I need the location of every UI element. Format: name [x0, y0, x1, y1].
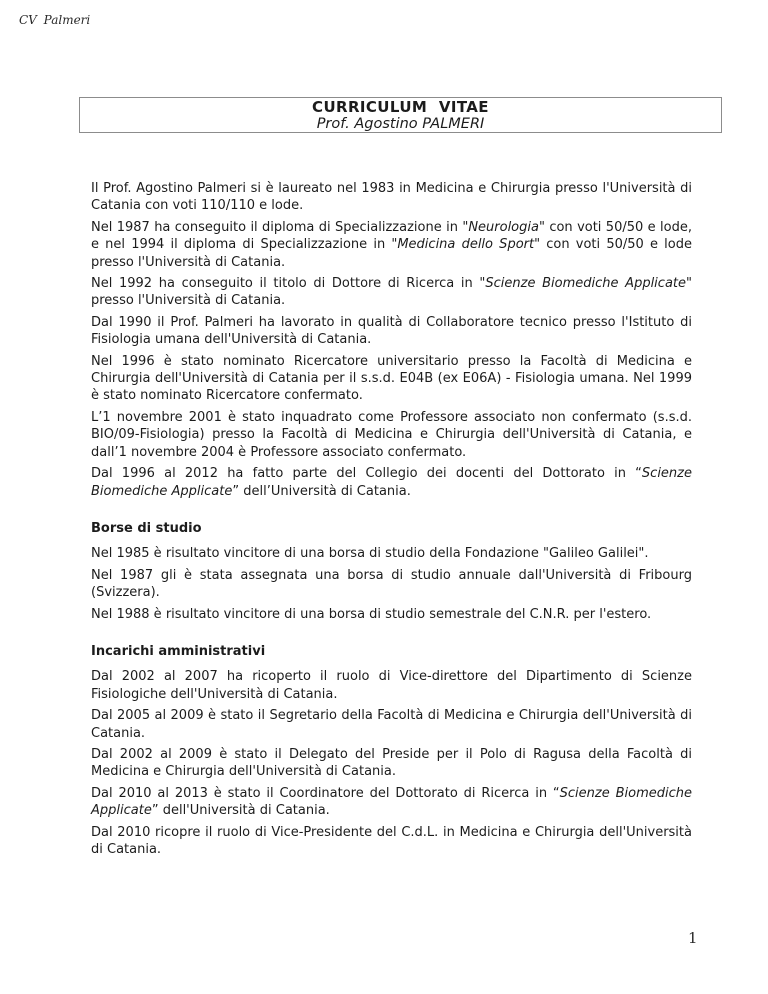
corner-header: CV Palmeri — [19, 13, 91, 27]
text-run: Dal 2002 al 2007 ha ricoperto il ruolo di Vice-direttore del Dipartimento di Scienze Fisiologiche dell'Università di Catania. — [91, 669, 692, 702]
text-run: ” dell’Università di Catania. — [232, 483, 411, 499]
italic-text-run: Scienze Biomediche Applicate — [91, 785, 692, 819]
text-run: Nel 1987 ha conseguito il diploma di Specializzazione in " — [91, 219, 469, 235]
document-title: CURRICULUM VITAE — [312, 97, 489, 116]
paragraph — [91, 180, 692, 215]
paragraph — [91, 219, 692, 271]
paragraph — [91, 785, 692, 820]
paragraph — [91, 275, 692, 310]
paragraph — [91, 707, 692, 742]
section-heading: Incarichi amministrativi — [91, 643, 266, 659]
paragraph — [91, 824, 692, 859]
text-run: Dal 2010 al 2013 è stato il Coordinatore del Dottorato di Ricerca in “ — [91, 785, 560, 801]
text-run: Nel 1988 è risultato vincitore di una borsa di studio semestrale del C.N.R. per l'estero. — [91, 606, 652, 622]
text-run: Dal 1990 il Prof. Palmeri ha lavorato in qualità di Collaboratore tecnico presso l'Istituto di Fisiologia umana dell'Università di Catania. — [91, 314, 692, 348]
italic-text-run: Medicina dello Sport — [397, 237, 535, 253]
document-body — [91, 180, 692, 862]
section-heading: Borse di studio — [91, 520, 202, 536]
paragraph — [91, 567, 692, 602]
paragraph — [91, 465, 692, 500]
paragraph — [91, 668, 692, 703]
text-run: Nel 1987 gli è stata assegnata una borsa di studio annuale dall'Università di Fribourg (Svizzera). — [91, 567, 692, 601]
document-subtitle: Prof. Agostino PALMERI — [316, 115, 485, 132]
text-run: Dal 2010 ricopre il ruolo di Vice-Presidente del C.d.L. in Medicina e Chirurgia dell'Università di Catania. — [91, 824, 692, 857]
text-run: Dal 2002 al 2009 è stato il Delegato del Preside per il Polo di Ragusa della Facoltà di Medicina e Chirurgia dell'Università di Catania. — [91, 746, 692, 780]
paragraph — [91, 545, 692, 562]
text-run: Nel 1985 è risultato vincitore di una borsa di studio della Fondazione "Galileo Galilei". — [91, 546, 649, 562]
italic-text-run: Scienze Biomediche Applicate — [485, 276, 687, 292]
text-run: Dal 2005 al 2009 è stato il Segretario della Facoltà di Medicina e Chirurgia dell'Università di Catania. — [91, 708, 692, 741]
text-run: Il Prof. Agostino Palmeri si è laureato nel 1983 in Medicina e Chirurgia presso l'Università di Catania con voti 110/110 e lode. — [91, 181, 692, 214]
page-number: 1 — [688, 929, 698, 947]
paragraph — [91, 353, 692, 405]
title-box — [79, 97, 722, 133]
paragraph — [91, 314, 692, 349]
text-run: " con voti 50/50 e lode, e nel 1994 il diploma di Specializzazione in " — [91, 219, 692, 253]
text-run: ” dell'Università di Catania. — [151, 803, 330, 819]
text-run: " con voti 50/50 e lode presso l'Università di Catania. — [91, 237, 692, 270]
paragraph — [91, 409, 692, 461]
text-run: Dal 1996 al 2012 ha fatto parte del Collegio dei docenti del Dottorato in “ — [91, 466, 642, 482]
paragraph — [91, 606, 692, 623]
text-run: Nel 1996 è stato nominato Ricercatore universitario presso la Facoltà di Medicina e Chirurgia dell'Università di Catania per il s.s.d. E04B (ex E06A) - Fisiologia umana. Nel 1999 è stato nominato Ricercatore confermato. — [91, 353, 692, 404]
text-run: Nel 1992 ha conseguito il titolo di Dottore di Ricerca in " — [91, 276, 486, 292]
text-run: L’1 novembre 2001 è stato inquadrato come Professore associato non confermato (s.s.d. BIO/09-Fisiologia) presso la Facoltà di Medicina e Chirurgia dell'Università di Catania, e dall’1 novembre 2004 è Professore associato confermato. — [91, 409, 692, 460]
paragraph — [91, 746, 692, 781]
italic-text-run: Neurologia — [468, 219, 539, 235]
italic-text-run: Scienze Biomediche Applicate — [91, 466, 692, 499]
text-run: " presso l'Università di Catania. — [91, 276, 692, 309]
